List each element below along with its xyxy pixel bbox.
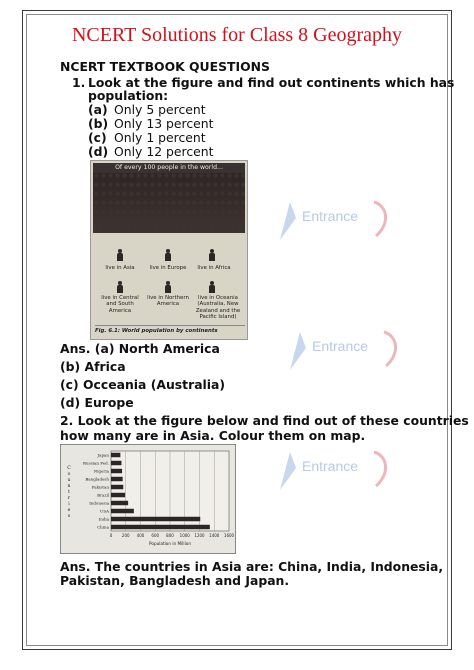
answer-2-line-1: Ans. The countries in Asia are: China, India, Indonesia, <box>60 559 444 574</box>
question-1-line-1: Look at the figure and find out continents which has <box>88 75 455 90</box>
label-europe: live in Europe <box>149 265 187 271</box>
y-tick-label: Pakistan <box>91 484 109 490</box>
bar <box>111 477 123 481</box>
bar <box>111 517 200 521</box>
person-icon <box>165 281 171 293</box>
option-key: (d) <box>88 144 109 159</box>
y-axis-label-char: r <box>67 496 71 501</box>
y-axis-label-char: s <box>67 514 71 519</box>
crowd-illustration <box>93 173 245 233</box>
watermark-text: Entrance <box>312 338 369 354</box>
y-tick-label: Bangladesh <box>85 476 109 482</box>
person-icon <box>165 249 171 261</box>
label-africa: live in Africa <box>197 265 231 271</box>
y-axis-label-char: C <box>67 466 71 471</box>
bar <box>111 453 120 457</box>
question-1-number: 1. <box>72 75 86 90</box>
option-text: Only 13 percent <box>114 116 214 131</box>
option-key: (b) <box>88 116 109 131</box>
answer-2-line-2: Pakistan, Bangladesh and Japan. <box>60 573 290 588</box>
x-tick-label: 1000 <box>179 533 190 538</box>
bar <box>111 509 134 513</box>
question-2-line-2: how many are in Asia. Colour them on map. <box>60 428 366 443</box>
y-axis-label-char: o <box>67 472 71 477</box>
x-tick-label: 400 <box>136 533 145 538</box>
x-tick-label: 600 <box>151 533 160 538</box>
watermark-logo <box>276 446 396 498</box>
x-axis-label: Population in Million <box>149 541 191 546</box>
x-tick-label: 200 <box>121 533 130 538</box>
option-d <box>88 145 213 159</box>
x-tick-label: 1600 <box>223 533 235 538</box>
option-key: (c) <box>88 130 107 145</box>
figure-banner: Of every 100 people in the world... <box>93 163 245 173</box>
answer-1-line-c: (c) Occeania (Australia) <box>60 377 226 392</box>
bar <box>111 469 122 473</box>
y-axis-label-char: n <box>67 484 71 489</box>
y-tick-label: Russian Fed. <box>83 460 109 466</box>
option-text: Only 1 percent <box>114 130 206 145</box>
y-tick-label: India <box>98 516 109 522</box>
watermark-logo <box>276 196 396 248</box>
figure-caption: Fig. 6.1: World population by continents <box>95 325 245 334</box>
option-text: Only 5 percent <box>114 102 206 117</box>
person-icon <box>117 281 123 293</box>
section-heading: NCERT TEXTBOOK QUESTIONS <box>60 59 270 74</box>
label-asia: live in Asia <box>105 265 135 271</box>
y-tick-label: Indonesia <box>89 500 109 506</box>
option-text: Only 12 percent <box>114 144 214 159</box>
bar <box>111 501 128 505</box>
option-b <box>88 117 213 131</box>
y-axis-label-char: e <box>67 508 71 513</box>
answer-1-line-a: Ans. (a) North America <box>60 341 220 356</box>
watermark-text: Entrance <box>302 208 359 224</box>
person-icon <box>209 281 215 293</box>
answer-1-line-b: (b) Africa <box>60 359 126 374</box>
watermark-logo <box>286 326 406 378</box>
bar <box>111 485 123 489</box>
option-c <box>88 131 206 145</box>
option-key: (a) <box>88 102 108 117</box>
world-population-figure <box>90 160 248 340</box>
answer-1-line-d: (d) Europe <box>60 395 134 410</box>
option-a <box>88 103 206 117</box>
y-tick-label: Japan <box>97 452 109 458</box>
y-tick-label: China <box>97 524 109 530</box>
label-south-america: live in Central and South America <box>101 295 139 314</box>
chart-svg <box>61 445 235 553</box>
population-bar-chart <box>60 444 236 554</box>
x-tick-label: 0 <box>109 533 113 538</box>
question-1-line-2: population: <box>88 88 169 103</box>
x-tick-label: 800 <box>166 533 174 538</box>
label-north-america: live in Northern America <box>147 295 189 308</box>
person-icon <box>117 249 123 261</box>
bar <box>111 525 210 529</box>
bar <box>111 461 121 465</box>
x-tick-label: 1200 <box>194 533 205 538</box>
y-axis-label-char: u <box>67 478 71 483</box>
y-tick-label: Brazil <box>97 492 109 498</box>
page-title: NCERT Solutions for Class 8 Geography <box>71 24 403 46</box>
watermark-text: Entrance <box>302 458 359 474</box>
x-tick-label: 1400 <box>209 533 220 538</box>
y-axis-label-char: i <box>68 502 70 507</box>
label-oceania: live in Oceania (Australia, New Zealand and the Pacific Island) <box>195 295 241 321</box>
bar <box>111 493 125 497</box>
person-icon <box>209 249 215 261</box>
y-tick-label: Nigeria <box>93 468 109 474</box>
y-tick-label: USA <box>100 508 109 514</box>
question-2-line-1: 2. Look at the figure below and find out of these countries <box>60 413 469 428</box>
y-axis-label-char: t <box>68 490 70 495</box>
